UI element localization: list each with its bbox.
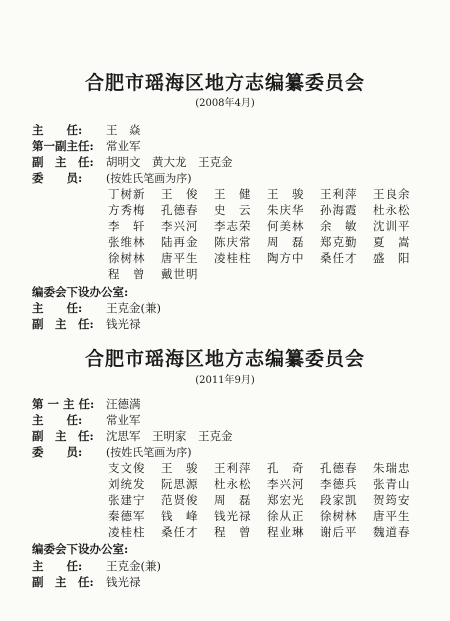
row-label: 主 任: <box>32 413 83 427</box>
section2-office-director <box>32 558 161 574</box>
row-label: 委 员: <box>32 445 83 459</box>
section1-member-grid <box>108 186 426 282</box>
section1-office-director <box>32 300 161 316</box>
member-name: 唐平生 <box>373 509 411 523</box>
member-name: 朱庆华 <box>267 203 305 217</box>
section2-member-grid <box>108 460 426 540</box>
member-name: 钱光禄 <box>214 509 252 523</box>
member-name: 陶方中 <box>267 251 305 265</box>
row-label: 副 主 任: <box>32 429 94 443</box>
members-order-note: (按姓氏笔画为序) <box>106 172 192 185</box>
section2-office-deputy <box>32 574 141 590</box>
member-name: 杜永松 <box>373 203 411 217</box>
row-label: 副 主 任: <box>32 317 94 331</box>
section2-date: (2011年9月) <box>195 375 255 386</box>
member-name: 阮思源 <box>161 477 199 491</box>
member-name: 李德兵 <box>320 477 358 491</box>
section2-row-first-director <box>32 396 141 412</box>
member-name: 徐树林 <box>108 251 146 265</box>
members-order-note: (按姓氏笔画为序) <box>106 446 192 459</box>
member-name: 何美林 <box>267 219 305 233</box>
member-name: 王 俊 <box>161 187 199 201</box>
section1-row-members <box>32 170 192 186</box>
member-name: 李兴河 <box>267 477 305 491</box>
member-name: 张青山 <box>373 477 411 491</box>
member-name: 盛 阳 <box>373 251 411 265</box>
row-value: 王克金(兼) <box>106 301 161 315</box>
member-name: 李兴河 <box>161 219 199 233</box>
row-value: 沈思军 王明家 王克金 <box>106 429 233 443</box>
member-row <box>108 476 426 492</box>
member-name: 孙海霞 <box>320 203 358 217</box>
section1-title: 合肥市瑶海区地方志编纂委员会 <box>84 72 365 94</box>
member-name: 刘统发 <box>108 477 146 491</box>
member-name: 程业琳 <box>267 525 305 539</box>
member-row <box>108 218 426 234</box>
member-name: 方秀梅 <box>108 203 146 217</box>
section2-row-director <box>32 412 141 428</box>
member-name: 王 健 <box>214 187 252 201</box>
member-name: 桑任才 <box>320 251 358 265</box>
member-row <box>108 202 426 218</box>
member-name: 戴世明 <box>161 267 199 281</box>
member-row <box>108 460 426 476</box>
member-name: 凌桂柱 <box>214 251 252 265</box>
member-name: 郑宏光 <box>267 493 305 507</box>
member-name: 孔 奇 <box>267 461 305 475</box>
section1-row-deputy <box>32 154 233 170</box>
row-label: 第 一 主 任: <box>32 397 95 411</box>
row-label: 主 任: <box>32 123 83 137</box>
section1-row-director <box>32 122 141 138</box>
member-row <box>108 508 426 524</box>
member-row <box>108 524 426 540</box>
member-row <box>108 234 426 250</box>
member-row <box>108 492 426 508</box>
member-name: 凌桂柱 <box>108 525 146 539</box>
member-name: 王良余 <box>373 187 411 201</box>
member-name: 周 磊 <box>267 235 305 249</box>
member-name: 唐平生 <box>161 251 199 265</box>
section2-row-deputy <box>32 428 233 444</box>
member-name: 程 曾 <box>108 267 146 281</box>
member-name: 谢后平 <box>320 525 358 539</box>
member-name: 史 云 <box>214 203 252 217</box>
row-label: 第一副主任: <box>32 139 94 153</box>
member-name: 李 轩 <box>108 219 146 233</box>
member-name: 徐树林 <box>320 509 358 523</box>
member-name: 丁树新 <box>108 187 146 201</box>
section2-office-heading: 编委会下设办公室: <box>32 542 129 556</box>
member-name: 范贤俊 <box>161 493 199 507</box>
member-name: 王利萍 <box>320 187 358 201</box>
section1-date: (2008年4月) <box>195 98 255 109</box>
member-name: 段家凯 <box>320 493 358 507</box>
member-name: 王利萍 <box>214 461 252 475</box>
member-name: 郑克勤 <box>320 235 358 249</box>
row-value: 钱光禄 <box>106 317 141 331</box>
member-name: 秦德军 <box>108 509 146 523</box>
member-name: 王 骏 <box>161 461 199 475</box>
member-name: 王 骏 <box>267 187 305 201</box>
member-name: 夏 嵩 <box>373 235 411 249</box>
row-value: 王 焱 <box>106 123 141 137</box>
row-value: 钱光禄 <box>106 575 141 589</box>
member-name: 杜永松 <box>214 477 252 491</box>
member-name: 钱 峰 <box>161 509 199 523</box>
member-name: 李志荣 <box>214 219 252 233</box>
member-name: 徐从正 <box>267 509 305 523</box>
member-name: 张维林 <box>108 235 146 249</box>
member-name: 余 敏 <box>320 219 358 233</box>
member-row <box>108 266 426 282</box>
row-value: 汪德满 <box>106 397 141 411</box>
member-name: 桑任才 <box>161 525 199 539</box>
member-name: 沈训平 <box>373 219 411 233</box>
member-name: 魏道春 <box>373 525 411 539</box>
member-name: 孔德春 <box>320 461 358 475</box>
row-label: 主 任: <box>32 301 83 315</box>
section2-row-members <box>32 444 192 460</box>
row-label: 副 主 任: <box>32 155 94 169</box>
section1-office-heading: 编委会下设办公室: <box>32 285 129 299</box>
row-label: 副 主 任: <box>32 575 94 589</box>
member-name: 贺筠安 <box>373 493 411 507</box>
row-value: 常业军 <box>106 139 141 153</box>
section1-office-deputy <box>32 316 141 332</box>
member-name: 张建宁 <box>108 493 146 507</box>
row-value: 常业军 <box>106 413 141 427</box>
member-name: 孔德春 <box>161 203 199 217</box>
row-label: 主 任: <box>32 559 83 573</box>
member-row <box>108 186 426 202</box>
member-row <box>108 250 426 266</box>
row-label: 委 员: <box>32 171 83 185</box>
member-name: 陈庆常 <box>214 235 252 249</box>
row-value: 胡明文 黄大龙 王克金 <box>106 155 233 169</box>
member-name: 周 磊 <box>214 493 252 507</box>
section1-row-first-deputy <box>32 138 141 154</box>
row-value: 王克金(兼) <box>106 559 161 573</box>
member-name: 陆再金 <box>161 235 199 249</box>
section2-title: 合肥市瑶海区地方志编纂委员会 <box>84 348 365 370</box>
member-name: 程 曾 <box>214 525 252 539</box>
member-name: 支文俊 <box>108 461 146 475</box>
member-name: 朱瑞忠 <box>373 461 411 475</box>
